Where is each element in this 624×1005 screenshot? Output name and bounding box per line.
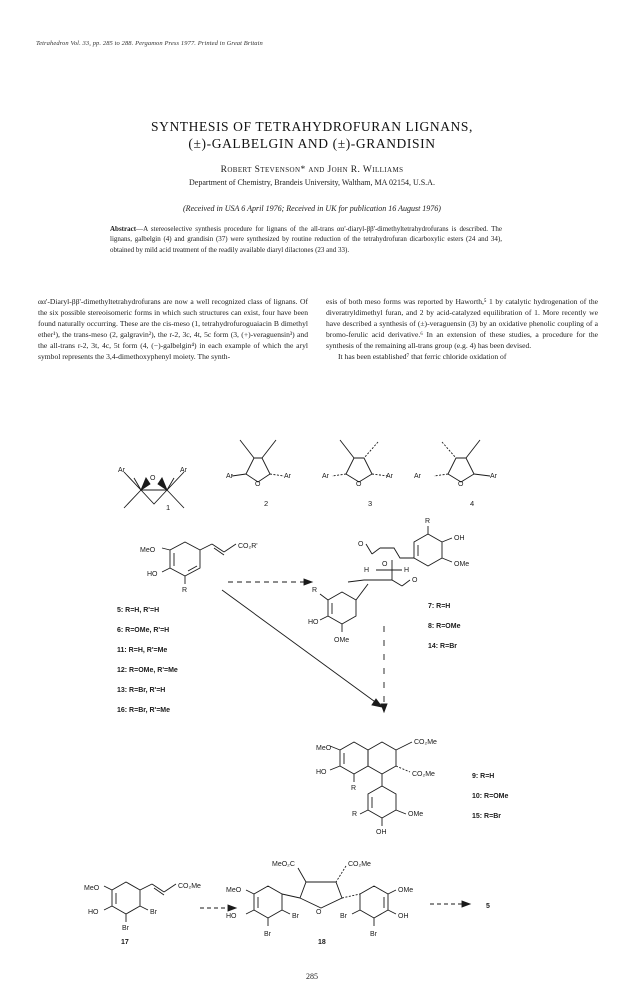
co2me-label: CO₂Me	[178, 883, 201, 890]
legend-entry: 11: R=H, R'=Me	[117, 647, 168, 654]
ome-label: OMe	[398, 887, 414, 894]
h-label: H	[404, 567, 410, 574]
ar-label: Ar	[180, 467, 187, 474]
reaction-arrow-dashed	[228, 579, 312, 585]
legend-entry: 9: R=H	[472, 773, 495, 780]
aryltetralin-structure	[330, 742, 412, 826]
oh-label: OH	[398, 913, 409, 920]
br-label: Br	[340, 913, 347, 920]
structure-4	[434, 440, 490, 482]
structure-18	[246, 866, 396, 926]
authors: Robert Stevenson* and John R. Williams	[220, 165, 404, 175]
ho-label: HO	[88, 909, 99, 916]
oxygen-label: O	[412, 577, 418, 584]
oxygen-label: O	[358, 541, 364, 548]
oxygen-label: O	[316, 909, 322, 916]
reaction-arrow-vertical	[381, 626, 387, 712]
r-label: R	[352, 811, 358, 818]
meo-label: MeO	[84, 885, 100, 892]
ar-label: Ar	[226, 473, 233, 480]
compound-label-3: 3	[368, 499, 373, 508]
co2me-label: CO₂Me	[412, 771, 435, 778]
meo2c-label: MeO₂C	[272, 861, 295, 868]
compound-label-4: 4	[470, 499, 475, 508]
title-line-2: (±)-GALBELGIN AND (±)-GRANDISIN	[188, 136, 436, 151]
body-column-right	[326, 296, 598, 362]
page-number: 285	[306, 972, 318, 981]
compound-label-2: 2	[264, 499, 269, 508]
h-label: H	[364, 567, 370, 574]
legend-entry: 10: R=OMe	[472, 793, 509, 800]
br-label: Br	[370, 931, 377, 938]
br-label: Br	[150, 909, 157, 916]
ome-label: OMe	[454, 561, 470, 568]
ho-label: HO	[226, 913, 237, 920]
legend-entry: 13: R=Br, R'=H	[117, 687, 166, 694]
article-title	[0, 118, 624, 152]
compound-label-1: 1	[166, 503, 171, 512]
r-label: R	[425, 518, 431, 525]
reaction-scheme-figure	[0, 420, 624, 960]
running-head: Tetrahedron Vol. 33, pp. 285 to 288. Pergamon Press 1977. Printed in Great Britain	[36, 40, 263, 47]
ho-label: HO	[147, 571, 158, 578]
co2me-label: CO₂Me	[414, 739, 437, 746]
legend-dilactone	[428, 603, 461, 650]
legend-entry: 6: R=OMe, R'=H	[117, 627, 170, 634]
co2me-label: CO₂Me	[348, 861, 371, 868]
legend-entry: 8: R=OMe	[428, 623, 461, 630]
oxygen-label: O	[150, 475, 156, 482]
body-paragraph: esis of both meso forms was reported by Haworth,⁵ 1 by catalytic hydrogenation of the diveratryldimethyl furan, and 2 by acid-catalyzed equilibration of 1. More recently we have described a synthesis of (±)-veraguensin (3) by an oxidative phenolic coupling of a bromo-ferulic acid derivative.⁶ In an extension of these studies, a procedure for the synthesis of the remaining all-trans group (e.g. 4) has been devised.	[326, 297, 598, 350]
ar-label: Ar	[490, 473, 497, 480]
ar-label: Ar	[386, 473, 393, 480]
ar-label: Ar	[118, 467, 125, 474]
legend-entry: 16: R=Br, R'=Me	[117, 707, 171, 714]
body-column-left	[38, 296, 308, 362]
legend-entry: 5: R=H, R'=H	[117, 607, 160, 614]
ho-label: HO	[316, 769, 327, 776]
structure-2	[232, 440, 284, 482]
oxygen-label: O	[382, 561, 388, 568]
abstract	[110, 224, 502, 255]
structure-17	[104, 882, 176, 922]
legend-ester	[472, 773, 508, 820]
compound-label-17: 17	[121, 939, 129, 946]
br-label: Br	[264, 931, 271, 938]
legend-entry: 14: R=Br	[428, 643, 457, 650]
ome-label: OMe	[334, 637, 350, 644]
r-label: R	[351, 785, 357, 792]
meo-label: MeO	[140, 547, 156, 554]
br-label: Br	[122, 925, 129, 932]
body-paragraph: It has been established⁷ that ferric chloride oxidation of	[338, 352, 507, 361]
ar-label: Ar	[284, 473, 291, 480]
body-paragraph: αα'-Diaryl-ββ'-dimethyltetrahydrofurans are now a well recognized class of lignans. Of the six possible stereoisomeric forms in which such structures can exist, four have been found naturally occurring. These are the cis-meso (1, tetrahydrofuroguaiacin B dimethyl ether¹), the trans-meso (2, galgravin²), the r-2, 3c, 4t, 5c form (3, (+)-veraguensin³) and the all-trans r-2, 3t, 4c, 5t form (4, (−)-galbelgin⁴) in each example of which the aryl symbol represents the 3,4-dimethoxyphenyl moiety. The synth-	[38, 297, 308, 361]
reaction-arrow-diagonal	[222, 590, 382, 707]
ester-label: CO₂R'	[238, 543, 258, 550]
reaction-arrow-dashed	[200, 905, 236, 911]
cinnamate-structure	[162, 542, 236, 584]
abstract-text: —A stereoselective synthesis procedure for lignans of the all-trans αα'-diaryl-ββ'-dimethyltetrahydrofurans is described. The lignans, galbelgin (4) and grandisin (37) were synthesized by routine reduction of the tetrahydrofuran dicarboxylic esters (24 and 34), obtained by mild acid treatment of the readily available diaryl dilactones (23 and 33).	[110, 225, 502, 254]
legend-left	[117, 607, 178, 714]
compound-label-18: 18	[318, 939, 326, 946]
dilactone-structure	[320, 526, 452, 632]
abstract-label: Abstract	[110, 225, 137, 233]
title-line-1: SYNTHESIS OF TETRAHYDROFURAN LIGNANS,	[151, 119, 473, 134]
oh-label: OH	[376, 829, 387, 836]
ar-label: Ar	[322, 473, 329, 480]
legend-entry: 15: R=Br	[472, 813, 501, 820]
ho-label: HO	[308, 619, 319, 626]
ar-label: Ar	[414, 473, 421, 480]
oxygen-label: O	[255, 481, 261, 488]
meo-label: MeO	[226, 887, 242, 894]
reaction-arrow-dashed	[430, 901, 470, 907]
oxygen-label: O	[356, 481, 362, 488]
r-label: R	[312, 587, 318, 594]
oh-label: OH	[454, 535, 465, 542]
received-dates: (Received in USA 6 April 1976; Received in UK for publication 16 August 1976)	[183, 204, 441, 213]
ome-label: OMe	[408, 811, 424, 818]
legend-entry: 7: R=H	[428, 603, 451, 610]
meo-label: MeO	[316, 745, 332, 752]
structure-3	[332, 440, 388, 482]
r-label: R	[182, 587, 188, 594]
oxygen-label: O	[458, 481, 464, 488]
legend-entry: 12: R=OMe, R'=Me	[117, 667, 178, 674]
affiliation: Department of Chemistry, Brandeis University, Waltham, MA 02154, U.S.A.	[189, 178, 435, 187]
br-label: Br	[292, 913, 299, 920]
compound-label-5: 5	[486, 903, 490, 910]
